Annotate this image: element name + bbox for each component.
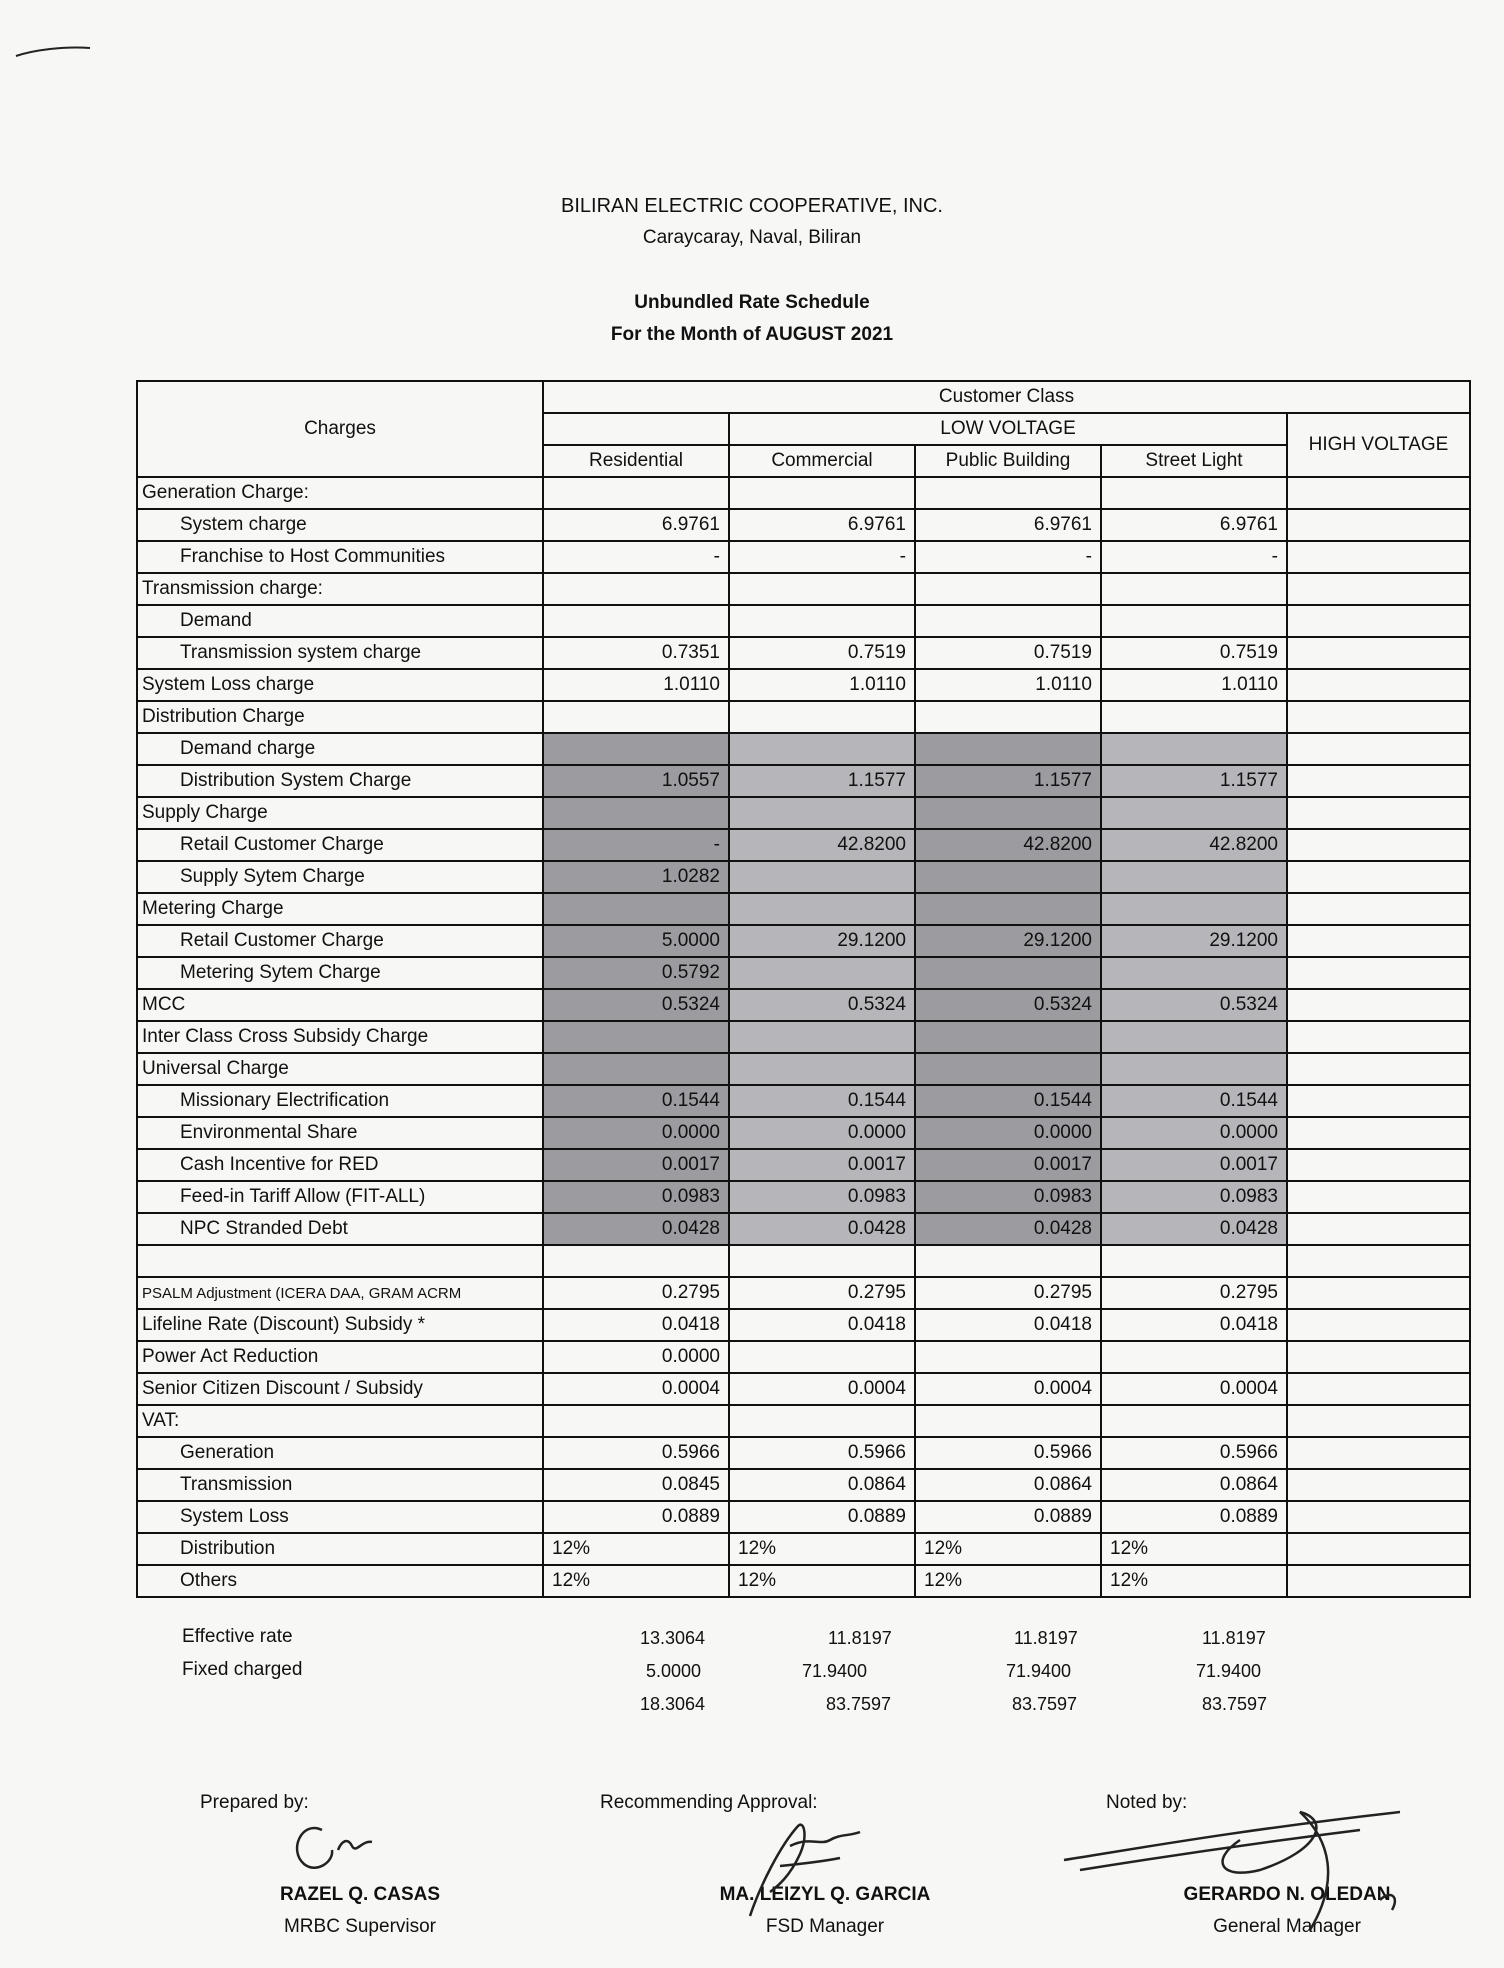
table-row (137, 797, 1470, 829)
rate-cell: 42.8200 (1101, 829, 1287, 861)
rate-cell (1101, 1245, 1287, 1277)
table-row (137, 989, 1470, 1021)
table-row (137, 509, 1470, 541)
rate-cell: 0.0428 (729, 1213, 915, 1245)
rate-cell: 1.0282 (543, 861, 729, 893)
fixed-charged-commercial: 71.9400 (802, 1661, 868, 1681)
rate-cell: 0.0418 (543, 1309, 729, 1341)
rate-cell (729, 605, 915, 637)
rate-cell: 12% (729, 1565, 915, 1597)
table-row (137, 861, 1470, 893)
prepared-by-position: MRBC Supervisor (283, 1916, 437, 1937)
rate-cell (543, 701, 729, 733)
charge-label: Distribution System Charge (137, 765, 543, 797)
rate-cell (543, 797, 729, 829)
rate-cell (1101, 733, 1287, 765)
rate-cell (1287, 541, 1470, 573)
rate-cell (1287, 1373, 1470, 1405)
rate-cell (729, 1405, 915, 1437)
rate-cell (543, 1405, 729, 1437)
rate-cell: 5.0000 (543, 925, 729, 957)
charge-label: Universal Charge (137, 1053, 543, 1085)
rate-cell: 0.0004 (915, 1373, 1101, 1405)
rate-cell: 0.0889 (915, 1501, 1101, 1533)
rate-cell (1287, 1405, 1470, 1437)
organization-address: Caraycaray, Naval, Biliran (642, 227, 862, 248)
rate-cell (915, 957, 1101, 989)
rate-cell (1287, 1309, 1470, 1341)
charge-label: Generation Charge: (137, 477, 543, 509)
rate-cell: 6.9761 (915, 509, 1101, 541)
rate-cell (1101, 573, 1287, 605)
charge-label: Lifeline Rate (Discount) Subsidy * (137, 1309, 543, 1341)
effective-rate-public-building: 11.8197 (1014, 1628, 1078, 1648)
rate-cell: 0.0864 (915, 1469, 1101, 1501)
charge-label: System Loss (137, 1501, 543, 1533)
table-row (137, 477, 1470, 509)
rate-cell: 12% (1101, 1565, 1287, 1597)
rate-cell (1287, 669, 1470, 701)
rate-cell: 0.2795 (1101, 1277, 1287, 1309)
corner-pen-mark (14, 40, 94, 60)
rate-cell (1287, 605, 1470, 637)
rate-cell (1287, 477, 1470, 509)
rate-cell: - (915, 541, 1101, 573)
column-header-public-building: Public Building (915, 445, 1101, 477)
fixed-charged-public-building: 71.9400 (1006, 1661, 1072, 1681)
rate-cell (1287, 701, 1470, 733)
rate-cell: 0.5324 (1101, 989, 1287, 1021)
charge-label: Senior Citizen Discount / Subsidy (137, 1373, 543, 1405)
rate-cell (915, 893, 1101, 925)
rate-cell: 0.2795 (915, 1277, 1101, 1309)
charge-label: Demand (137, 605, 543, 637)
rate-cell (1287, 509, 1470, 541)
rate-cell: 0.0000 (915, 1117, 1101, 1149)
document-title: Unbundled Rate Schedule (634, 292, 870, 313)
charge-label: MCC (137, 989, 543, 1021)
table-row (137, 605, 1470, 637)
charge-label: Retail Customer Charge (137, 925, 543, 957)
table-row (137, 1565, 1470, 1597)
effective-rate-residential: 13.3064 (640, 1628, 706, 1648)
rate-table (136, 380, 1471, 1598)
effective-rate-street-light: 11.8197 (1202, 1628, 1266, 1648)
fixed-charged-street-light: 71.9400 (1196, 1661, 1262, 1681)
rate-cell: 0.0000 (1101, 1117, 1287, 1149)
rate-cell: 0.0889 (1101, 1501, 1287, 1533)
rate-cell: 6.9761 (729, 509, 915, 541)
rate-cell (1287, 1437, 1470, 1469)
rate-cell (1101, 1021, 1287, 1053)
organization-name: BILIRAN ELECTRIC COOPERATIVE, INC. (561, 195, 943, 217)
charge-label: Inter Class Cross Subsidy Charge (137, 1021, 543, 1053)
rate-cell (543, 1021, 729, 1053)
rate-cell (729, 861, 915, 893)
prepared-by-name: RAZEL Q. CASAS (279, 1884, 441, 1905)
charge-label: Missionary Electrification (137, 1085, 543, 1117)
charge-label: Cash Incentive for RED (137, 1149, 543, 1181)
table-row (137, 1437, 1470, 1469)
document-period: For the Month of AUGUST 2021 (610, 324, 894, 345)
rate-cell: 0.0004 (543, 1373, 729, 1405)
rate-cell: 0.2795 (543, 1277, 729, 1309)
rate-cell (915, 1405, 1101, 1437)
rate-cell (1287, 925, 1470, 957)
rate-cell (1287, 957, 1470, 989)
fixed-charged-label: Fixed charged (182, 1659, 303, 1680)
table-row (137, 1085, 1470, 1117)
charge-label: VAT: (137, 1405, 543, 1437)
rate-cell (1287, 765, 1470, 797)
rate-cell (543, 477, 729, 509)
rate-cell: 0.5324 (543, 989, 729, 1021)
rate-cell (1101, 893, 1287, 925)
casas-signature (282, 1810, 402, 1880)
rate-cell: 1.0110 (915, 669, 1101, 701)
rate-cell: 1.1577 (1101, 765, 1287, 797)
charge-label: Distribution Charge (137, 701, 543, 733)
rate-cell: 0.0418 (915, 1309, 1101, 1341)
low-voltage-header: LOW VOLTAGE (729, 413, 1287, 445)
residential-spacer (543, 413, 729, 445)
rate-cell (1287, 1213, 1470, 1245)
rate-cell (729, 1021, 915, 1053)
table-row (137, 701, 1470, 733)
rate-cell: 12% (915, 1533, 1101, 1565)
charge-label: System Loss charge (137, 669, 543, 701)
rate-cell: 0.0017 (915, 1149, 1101, 1181)
charge-label: Power Act Reduction (137, 1341, 543, 1373)
table-row (137, 1341, 1470, 1373)
table-row (137, 1149, 1470, 1181)
rate-cell: 12% (543, 1565, 729, 1597)
column-header-commercial: Commercial (729, 445, 915, 477)
rate-cell (1101, 701, 1287, 733)
rate-cell: 29.1200 (915, 925, 1101, 957)
rate-cell (1287, 1181, 1470, 1213)
rate-cell: 42.8200 (915, 829, 1101, 861)
rate-cell (1287, 861, 1470, 893)
rate-cell (1287, 1149, 1470, 1181)
rate-cell (915, 733, 1101, 765)
noted-by-label: Noted by: (1106, 1792, 1188, 1813)
charge-label: Transmission system charge (137, 637, 543, 669)
rate-cell (1287, 1277, 1470, 1309)
table-row (137, 733, 1470, 765)
table-row (137, 1309, 1470, 1341)
table-row (137, 957, 1470, 989)
rate-cell (1287, 1085, 1470, 1117)
column-header-residential: Residential (543, 445, 729, 477)
recommending-approval-name: MA. LEIZYL Q. GARCIA (719, 1884, 931, 1905)
rate-cell (1287, 829, 1470, 861)
charge-label: Distribution (137, 1533, 543, 1565)
charge-label: PSALM Adjustment (ICERA DAA, GRAM ACRM (137, 1277, 543, 1309)
table-row (137, 1181, 1470, 1213)
rate-cell (729, 701, 915, 733)
rate-cell: 1.0557 (543, 765, 729, 797)
table-row (137, 1277, 1470, 1309)
rate-cell (915, 797, 1101, 829)
column-header-high-voltage: HIGH VOLTAGE (1287, 413, 1470, 477)
table-row (137, 1021, 1470, 1053)
table-row (137, 1533, 1470, 1565)
rate-cell: 1.0110 (729, 669, 915, 701)
rate-cell: 0.0004 (1101, 1373, 1287, 1405)
rate-cell (543, 1053, 729, 1085)
table-row (137, 1405, 1470, 1437)
rate-cell (729, 1245, 915, 1277)
rate-cell: 6.9761 (1101, 509, 1287, 541)
rate-cell: 1.0110 (1101, 669, 1287, 701)
rate-cell (1101, 1405, 1287, 1437)
charge-label (137, 1245, 543, 1277)
rate-cell: 0.5966 (1101, 1437, 1287, 1469)
rate-cell: 0.2795 (729, 1277, 915, 1309)
charge-label: Metering Charge (137, 893, 543, 925)
rate-cell (1287, 1021, 1470, 1053)
oledan-signature (1060, 1800, 1420, 1940)
charge-label: Metering Sytem Charge (137, 957, 543, 989)
recommending-approval-label: Recommending Approval: (600, 1792, 818, 1813)
rate-cell (729, 573, 915, 605)
table-row (137, 541, 1470, 573)
rate-cell: 29.1200 (729, 925, 915, 957)
charge-label: Generation (137, 1437, 543, 1469)
rate-cell: 0.0017 (1101, 1149, 1287, 1181)
rate-cell: 0.5966 (915, 1437, 1101, 1469)
rate-cell: 0.0004 (729, 1373, 915, 1405)
charge-label: Feed-in Tariff Allow (FIT-ALL) (137, 1181, 543, 1213)
rate-cell (729, 893, 915, 925)
table-row (137, 1469, 1470, 1501)
rate-cell (1287, 573, 1470, 605)
table-row (137, 1373, 1470, 1405)
rate-cell: 0.7519 (1101, 637, 1287, 669)
rate-cell: 0.5966 (729, 1437, 915, 1469)
rate-cell: - (543, 541, 729, 573)
rate-cell (1287, 1469, 1470, 1501)
rate-cell: 0.7519 (915, 637, 1101, 669)
rate-cell (1287, 1533, 1470, 1565)
charge-label: Retail Customer Charge (137, 829, 543, 861)
noted-by-position: General Manager (1213, 1916, 1361, 1937)
rate-cell: 0.7351 (543, 637, 729, 669)
table-row (137, 1053, 1470, 1085)
effective-rate-commercial: 11.8197 (828, 1628, 892, 1648)
rate-cell (915, 861, 1101, 893)
table-row (137, 669, 1470, 701)
table-row (137, 893, 1470, 925)
charge-label: Supply Sytem Charge (137, 861, 543, 893)
rate-cell (543, 733, 729, 765)
charge-label: Demand charge (137, 733, 543, 765)
table-row (137, 829, 1470, 861)
rate-cell (1287, 1341, 1470, 1373)
rate-cell: - (543, 829, 729, 861)
rate-cell: 0.5324 (915, 989, 1101, 1021)
effective-rate-label: Effective rate (182, 1626, 293, 1647)
table-row (137, 637, 1470, 669)
rate-cell (1287, 1117, 1470, 1149)
rate-cell: 0.5324 (729, 989, 915, 1021)
rate-cell: 0.0983 (729, 1181, 915, 1213)
rate-cell: 1.0110 (543, 669, 729, 701)
rate-cell (915, 701, 1101, 733)
table-row (137, 1117, 1470, 1149)
rate-cell (1101, 477, 1287, 509)
rate-cell: 0.7519 (729, 637, 915, 669)
rate-cell: 0.0845 (543, 1469, 729, 1501)
recommending-approval-position: FSD Manager (765, 1916, 885, 1937)
rate-cell: 12% (729, 1533, 915, 1565)
rate-cell: 29.1200 (1101, 925, 1287, 957)
rate-cell: 0.0000 (729, 1117, 915, 1149)
rate-cell (1287, 1501, 1470, 1533)
rate-cell: 0.0428 (543, 1213, 729, 1245)
rate-cell: 0.1544 (543, 1085, 729, 1117)
rate-cell: 12% (915, 1565, 1101, 1597)
charge-label: Transmission charge: (137, 573, 543, 605)
rate-cell: 0.1544 (1101, 1085, 1287, 1117)
charge-label: Others (137, 1565, 543, 1597)
rate-cell: 6.9761 (543, 509, 729, 541)
rate-cell: 0.0418 (729, 1309, 915, 1341)
charge-label: Franchise to Host Communities (137, 541, 543, 573)
rate-cell (1101, 1341, 1287, 1373)
total-public-building: 83.7597 (1012, 1694, 1078, 1714)
rate-cell: 42.8200 (729, 829, 915, 861)
rate-cell: 0.0983 (543, 1181, 729, 1213)
rate-cell (1287, 1053, 1470, 1085)
rate-cell (915, 1053, 1101, 1085)
rate-cell (729, 477, 915, 509)
rate-cell (915, 1245, 1101, 1277)
rate-cell (543, 605, 729, 637)
table-row (137, 925, 1470, 957)
charge-label: Supply Charge (137, 797, 543, 829)
rate-cell: 0.1544 (729, 1085, 915, 1117)
rate-cell: 0.0889 (729, 1501, 915, 1533)
rate-cell (915, 1021, 1101, 1053)
total-residential: 18.3064 (640, 1694, 706, 1714)
rate-cell (1101, 861, 1287, 893)
charge-label: Transmission (137, 1469, 543, 1501)
rate-cell (915, 477, 1101, 509)
rate-cell (915, 605, 1101, 637)
rate-cell: 0.0017 (543, 1149, 729, 1181)
rate-cell (1287, 637, 1470, 669)
rate-cell: - (729, 541, 915, 573)
rate-cell: 1.1577 (915, 765, 1101, 797)
rate-cell: 12% (1101, 1533, 1287, 1565)
table-row (137, 1245, 1470, 1277)
rate-cell: 0.0000 (543, 1341, 729, 1373)
rate-cell (1287, 893, 1470, 925)
rate-cell: 0.5792 (543, 957, 729, 989)
rate-cell (729, 1341, 915, 1373)
rate-cell (729, 1053, 915, 1085)
garcia-signature (720, 1806, 880, 1926)
rate-cell: 0.0864 (729, 1469, 915, 1501)
total-commercial: 83.7597 (826, 1694, 892, 1714)
rate-cell (1101, 1053, 1287, 1085)
rate-cell: 0.5966 (543, 1437, 729, 1469)
table-row (137, 1501, 1470, 1533)
rate-cell (1287, 1565, 1470, 1597)
rate-cell: 0.0428 (1101, 1213, 1287, 1245)
customer-class-header: Customer Class (543, 381, 1470, 413)
rate-cell: 0.0983 (1101, 1181, 1287, 1213)
charges-header: Charges (137, 381, 543, 477)
rate-cell (915, 573, 1101, 605)
table-row (137, 1213, 1470, 1245)
table-row (137, 573, 1470, 605)
rate-cell: 0.0864 (1101, 1469, 1287, 1501)
rate-cell: 0.0418 (1101, 1309, 1287, 1341)
rate-cell: - (1101, 541, 1287, 573)
rate-cell (1287, 797, 1470, 829)
rate-cell (1287, 733, 1470, 765)
rate-cell (729, 797, 915, 829)
noted-by-name: GERARDO N. OLEDAN (1183, 1884, 1391, 1905)
rate-cell (1101, 957, 1287, 989)
rate-cell: 0.0000 (543, 1117, 729, 1149)
rate-cell: 0.0428 (915, 1213, 1101, 1245)
prepared-by-label: Prepared by: (200, 1792, 309, 1813)
rate-cell (543, 1245, 729, 1277)
rate-cell (729, 957, 915, 989)
charge-label: NPC Stranded Debt (137, 1213, 543, 1245)
charge-label: Environmental Share (137, 1117, 543, 1149)
rate-cell (543, 573, 729, 605)
rate-cell (1287, 989, 1470, 1021)
rate-cell: 1.1577 (729, 765, 915, 797)
charge-label: System charge (137, 509, 543, 541)
table-row (137, 765, 1470, 797)
rate-cell: 0.1544 (915, 1085, 1101, 1117)
rate-cell (1101, 797, 1287, 829)
rate-cell: 12% (543, 1533, 729, 1565)
rate-cell: 0.0017 (729, 1149, 915, 1181)
rate-cell (1287, 1245, 1470, 1277)
rate-cell: 0.0983 (915, 1181, 1101, 1213)
column-header-street-light: Street Light (1101, 445, 1287, 477)
rate-cell: 0.0889 (543, 1501, 729, 1533)
rate-cell (915, 1341, 1101, 1373)
total-street-light: 83.7597 (1202, 1694, 1268, 1714)
rate-cell (729, 733, 915, 765)
rate-cell (1101, 605, 1287, 637)
rate-cell (543, 893, 729, 925)
fixed-charged-residential: 5.0000 (646, 1661, 702, 1681)
